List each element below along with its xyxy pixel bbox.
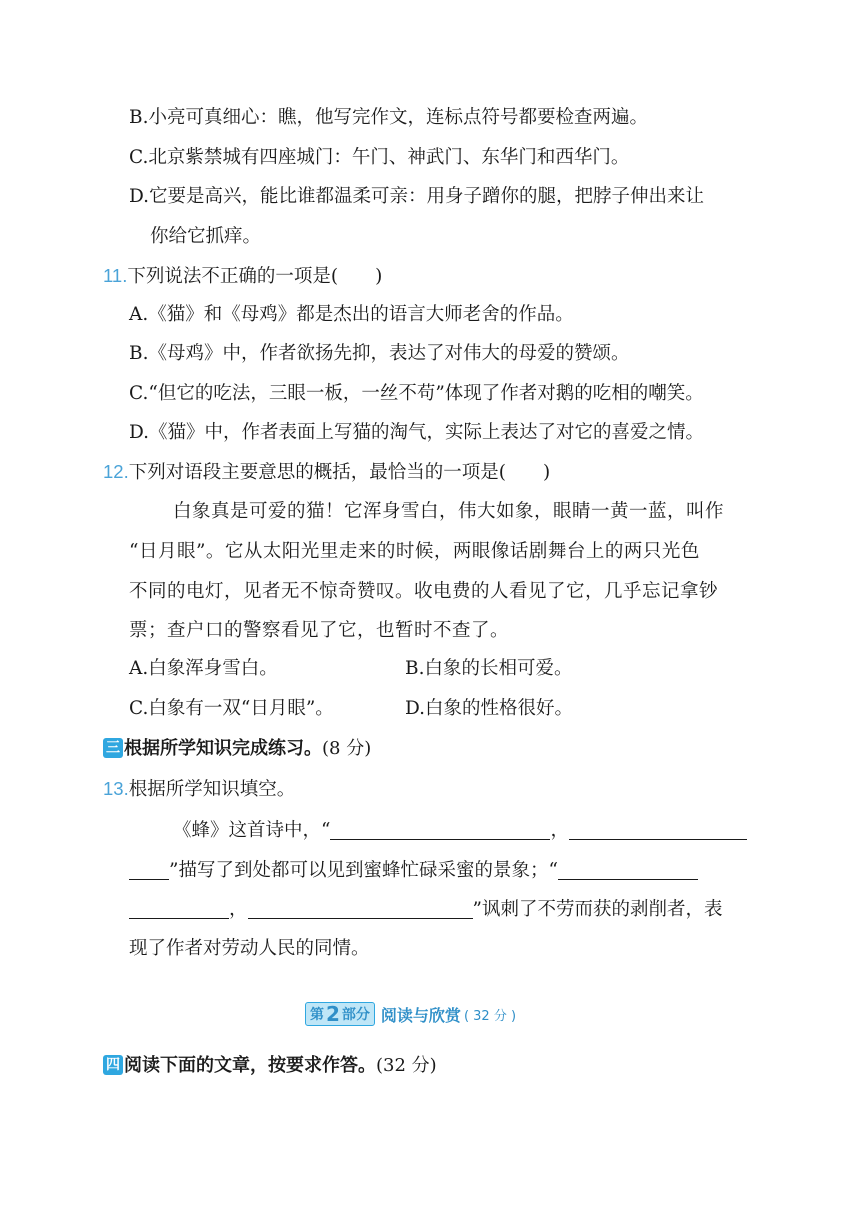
fill-blank-4[interactable]	[248, 898, 473, 919]
q13-text: ，	[550, 820, 569, 841]
section-4-heading	[103, 1053, 437, 1079]
fill-blank-1[interactable]	[330, 819, 550, 840]
part-number: 2	[326, 1002, 340, 1026]
q13-line-3	[129, 897, 722, 923]
passage-line-3: 不同的电灯，见者无不惊奇赞叹。收电费的人看见了它，几乎忘记拿钞	[129, 581, 719, 602]
option-c-prev: C.北京紫禁城有四座城门：午门、神武门、东华门和西华门。	[129, 147, 630, 168]
q11-option-c: C.“但它的吃法，三眼一板，一丝不苟”体现了作者对鹅的吃相的嘲笑。	[129, 383, 704, 404]
question-number: 11.	[103, 265, 128, 286]
passage-line-2: “日月眼”。它从太阳光里走来的时候，两眼像话剧舞台上的两只光色	[129, 541, 700, 562]
section-4-points: (32 分)	[376, 1055, 437, 1076]
q13-text: ”描写了到处都可以见到蜜蜂忙碌采蜜的景象；“	[169, 860, 558, 881]
section-4-title: 阅读下面的文章，按要求作答。	[124, 1055, 376, 1076]
section-3-badge: 三	[103, 738, 123, 758]
option-d-prev-line1: D.它要是高兴，能比谁都温柔可亲：用身子蹭你的腿，把脖子伸出来让	[129, 186, 705, 207]
option-b-prev: B.小亮可真细心：瞧，他写完作文，连标点符号都要检查两遍。	[129, 107, 648, 128]
question-13	[103, 776, 295, 803]
question-stem: 下列对语段主要意思的概括，最恰当的一项是( )	[128, 462, 551, 483]
part-2-label	[305, 1002, 375, 1026]
q13-line-1	[173, 818, 747, 844]
section-3-points: (8 分)	[322, 738, 372, 759]
fill-blank-3[interactable]	[558, 859, 698, 880]
fill-blank-2-cont[interactable]	[129, 859, 169, 880]
part-suffix: 部分	[341, 1007, 370, 1023]
part-2-title: 阅读与欣赏	[380, 1005, 461, 1025]
fill-blank-2[interactable]	[569, 819, 747, 840]
part-2-header	[305, 1001, 516, 1027]
section-3-title: 根据所学知识完成练习。	[124, 738, 322, 759]
passage-line-4: 票；查户口的警察看见了它，也暂时不查了。	[129, 620, 510, 641]
q12-option-b: B.白象的长相可爱。	[405, 658, 573, 679]
part-prefix: 第	[310, 1007, 324, 1023]
question-stem: 根据所学知识填空。	[128, 779, 296, 800]
q11-option-b: B.《母鸡》中，作者欲扬先抑，表达了对伟大的母爱的赞颂。	[129, 343, 630, 364]
q13-line-4: 现了作者对劳动人民的同情。	[129, 938, 370, 959]
q11-option-a: A.《猫》和《母鸡》都是杰出的语言大师老舍的作品。	[129, 304, 574, 325]
q13-text: 《蜂》这首诗中，“	[173, 820, 331, 841]
passage-line-1: 白象真是可爱的猫！它浑身雪白，伟大如象，眼睛一黄一蓝，叫作	[173, 501, 725, 522]
q13-text: ”讽刺了不劳而获的剥削者，表	[472, 899, 723, 920]
question-number: 13.	[103, 778, 129, 799]
q12-option-a: A.白象浑身雪白。	[129, 658, 278, 679]
q13-line-2	[129, 858, 698, 884]
fill-blank-3-cont[interactable]	[129, 898, 229, 919]
q13-text: ，	[229, 899, 248, 920]
question-12	[103, 459, 550, 486]
section-4-badge: 四	[103, 1055, 123, 1075]
q12-option-c: C.白象有一双“日月眼”。	[129, 698, 334, 719]
section-3-heading	[103, 736, 371, 762]
question-stem: 下列说法不正确的一项是( )	[127, 266, 383, 287]
part-2-points: ( 32 分 )	[463, 1008, 517, 1024]
question-number: 12.	[103, 461, 129, 482]
option-d-prev-line2: 你给它抓痒。	[150, 226, 262, 247]
q11-option-d: D.《猫》中，作者表面上写猫的淘气，实际上表达了对它的喜爱之情。	[129, 422, 705, 443]
question-11	[103, 263, 382, 290]
q12-option-d: D.白象的性格很好。	[405, 698, 574, 719]
